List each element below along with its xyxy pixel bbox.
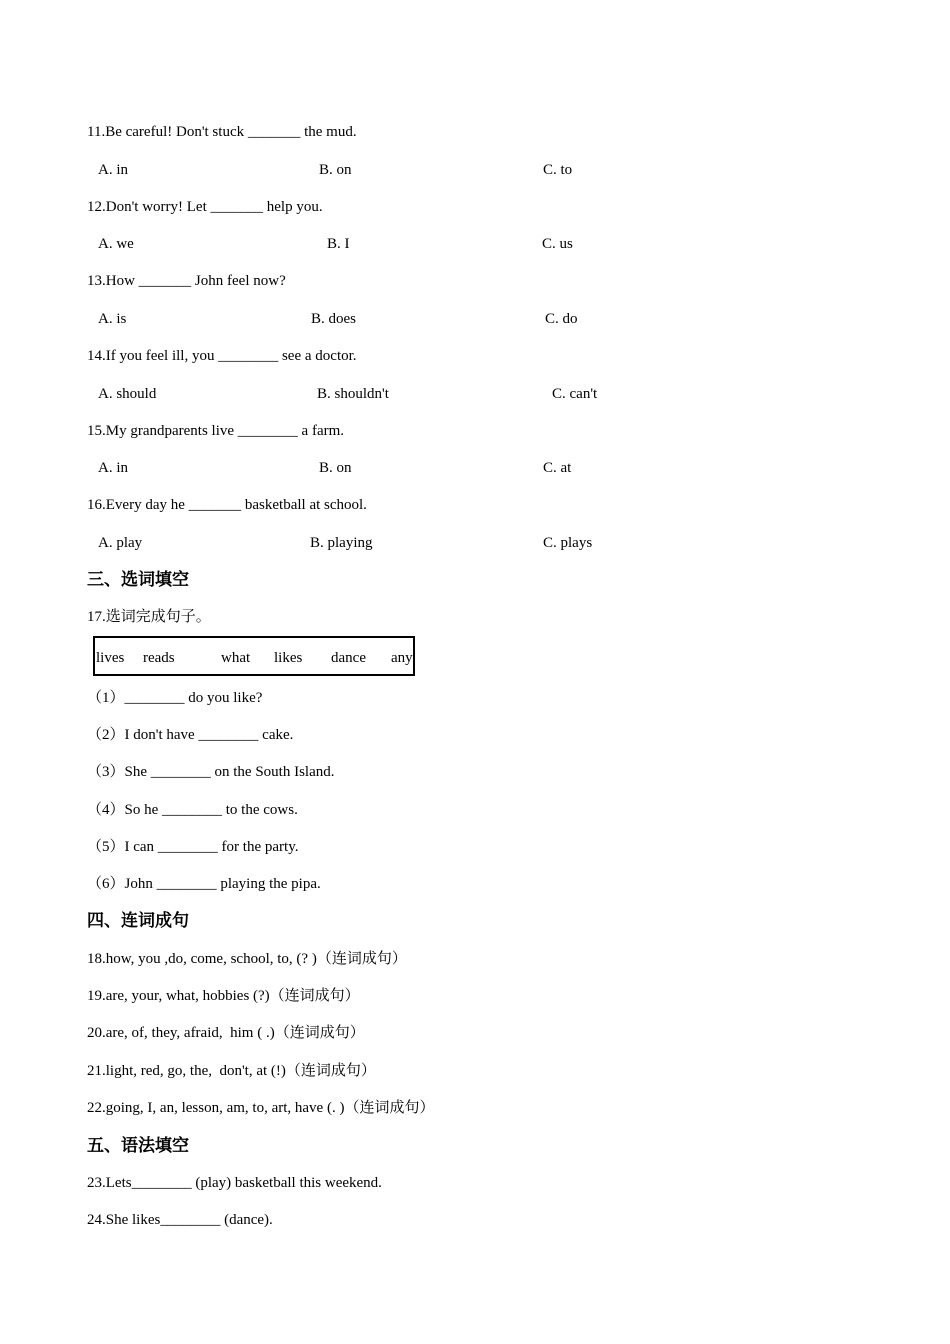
question-17-item-2: （2）I don't have ________ cake. xyxy=(87,727,294,743)
question-17-item-1: （1）________ do you like? xyxy=(87,690,263,706)
question-17-item-6: （6）John ________ playing the pipa. xyxy=(87,876,321,892)
question-16-stem: 16.Every day he _______ basketball at school. xyxy=(87,497,367,513)
word-bank-box xyxy=(93,636,415,676)
question-20: 20.are, of, they, afraid, him ( .)（连词成句） xyxy=(87,1025,365,1041)
word-bank-word: dance xyxy=(331,650,366,666)
question-14-option-b: B. shouldn't xyxy=(317,386,389,402)
question-13-option-b: B. does xyxy=(311,311,356,327)
question-16-option-b: B. playing xyxy=(310,535,373,551)
question-11-option-a: A. in xyxy=(98,162,128,178)
question-16-option-c: C. plays xyxy=(543,535,593,551)
question-15-stem: 15.My grandparents live ________ a farm. xyxy=(87,423,345,439)
question-13-option-c: C. do xyxy=(545,311,578,327)
question-21: 21.light, red, go, the, don't, at (!)（连词成句） xyxy=(87,1063,376,1079)
question-15-option-b: B. on xyxy=(319,460,352,476)
question-15-option-c: C. at xyxy=(543,460,572,476)
question-13-option-a: A. is xyxy=(98,311,127,327)
question-11-stem: 11.Be careful! Don't stuck _______ the mud. xyxy=(87,124,357,140)
section-3-heading: 三、选词填空 xyxy=(87,570,189,590)
question-17-item-4: （4）So he ________ to the cows. xyxy=(87,802,298,818)
section-5-heading: 五、语法填空 xyxy=(87,1136,189,1156)
word-bank-word: any xyxy=(391,650,413,666)
question-17-stem: 17.选词完成句子。 xyxy=(87,609,211,625)
question-22: 22.going, I, an, lesson, am, to, art, have (. )（连词成句） xyxy=(87,1100,435,1116)
word-bank-word: reads xyxy=(143,650,175,666)
word-bank-word: likes xyxy=(274,650,303,666)
question-17-item-5: （5）I can ________ for the party. xyxy=(87,839,299,855)
question-12-option-b: B. I xyxy=(327,236,350,252)
question-12-option-a: A. we xyxy=(98,236,134,252)
question-16-option-a: A. play xyxy=(98,535,143,551)
question-12-option-c: C. us xyxy=(542,236,573,252)
question-15-option-a: A. in xyxy=(98,460,128,476)
question-18: 18.how, you ,do, come, school, to, (? )（连词成句） xyxy=(87,951,407,967)
question-13-stem: 13.How _______ John feel now? xyxy=(87,273,286,289)
section-4-heading: 四、连词成句 xyxy=(87,911,189,931)
question-14-stem: 14.If you feel ill, you ________ see a doctor. xyxy=(87,348,357,364)
word-bank-word: what xyxy=(221,650,251,666)
question-19: 19.are, your, what, hobbies (?)（连词成句） xyxy=(87,988,360,1004)
question-14-option-a: A. should xyxy=(98,386,157,402)
word-bank-word: lives xyxy=(96,650,125,666)
question-12-stem: 12.Don't worry! Let _______ help you. xyxy=(87,199,323,215)
question-23: 23.Lets________ (play) basketball this weekend. xyxy=(87,1175,382,1191)
question-14-option-c: C. can't xyxy=(552,386,598,402)
question-11-option-c: C. to xyxy=(543,162,573,178)
question-24: 24.She likes________ (dance). xyxy=(87,1212,273,1228)
question-17-item-3: （3）She ________ on the South Island. xyxy=(87,764,335,780)
question-11-option-b: B. on xyxy=(319,162,352,178)
